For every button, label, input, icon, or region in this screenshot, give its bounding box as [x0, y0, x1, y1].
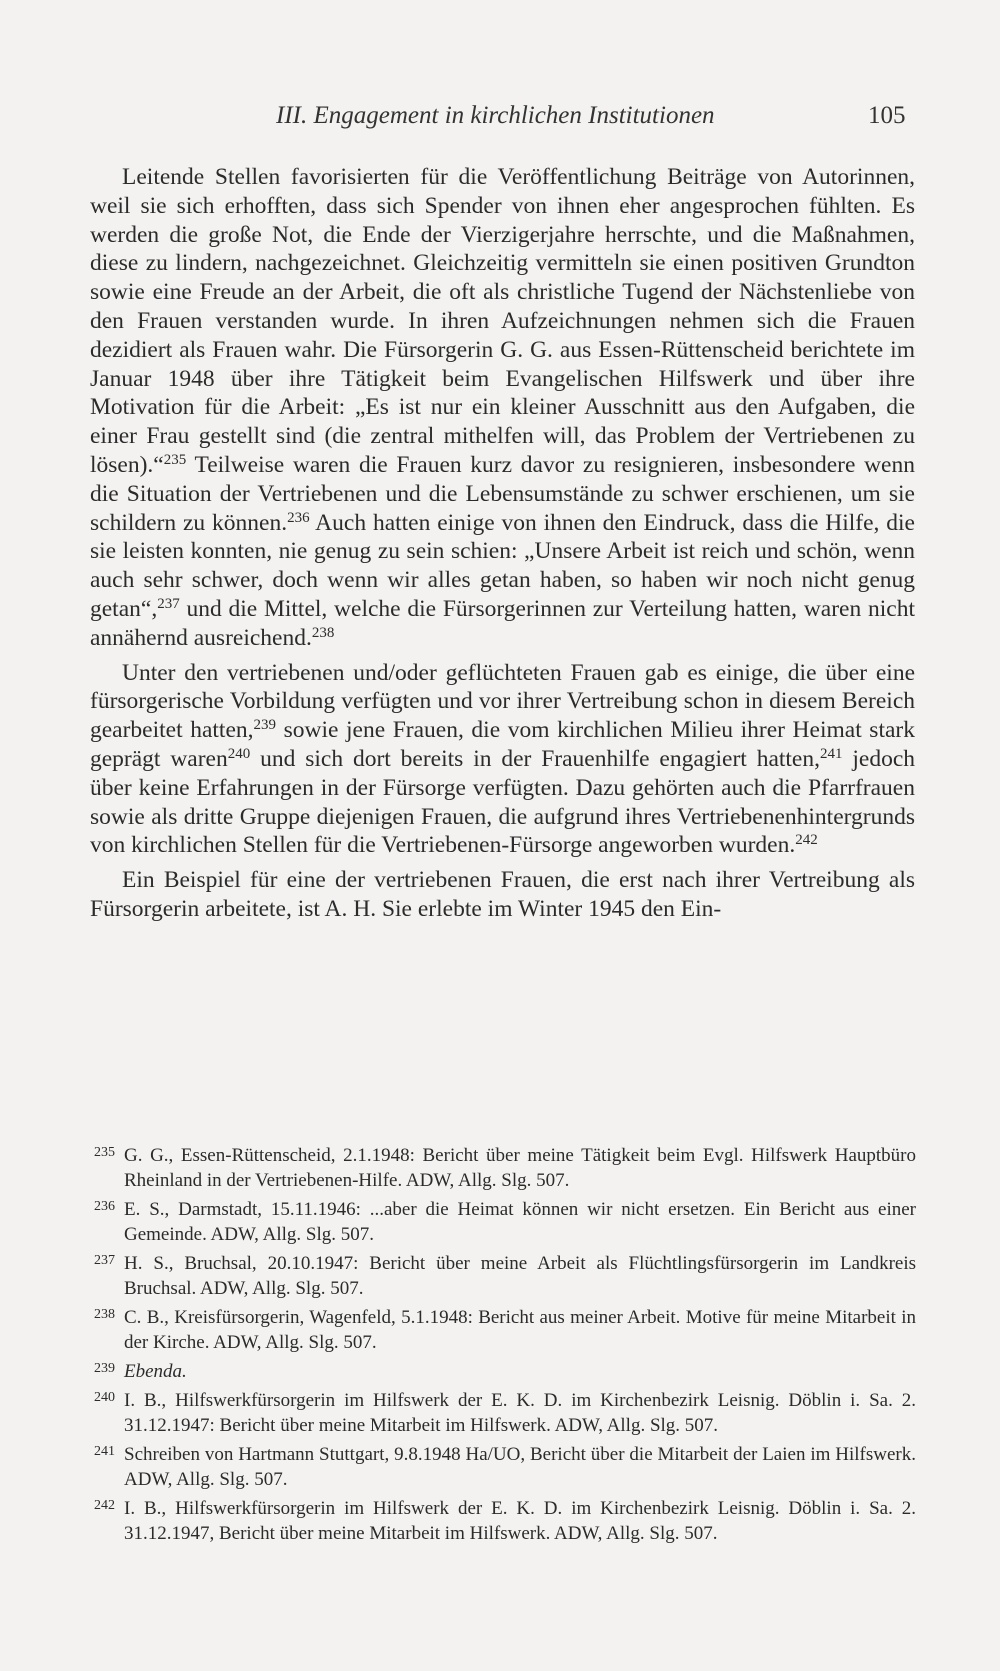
running-header	[0, 102, 1000, 142]
footnote-ref[interactable]: 237	[157, 595, 180, 612]
footnote-text: E. S., Darmstadt, 15.11.1946: ...aber die Heimat können wir nicht ersetzen. Ein Bericht aus einer Gemeinde. ADW, Allg. Slg. 507.	[124, 1199, 916, 1245]
text-run: und sich dort bereits in der Frauenhilfe engagiert hatten,	[250, 745, 820, 772]
text-run: Leitende Stellen favorisierten für die Veröffentlichung Beiträge von Autorinnen, weil sie sich erhofften, dass sich Spender von ihnen eher angesprochen fühlten. Es werden die große Not, die Ende der Vierzigerjahre herrschte, und die Maßnahmen, diese zu lindern, nachgezeichnet. Gleichzeitig vermitteln sie einen positiven Grundton sowie eine Freude an der Arbeit, die oft als christliche Tugend der Nächstenliebe von den Frauen verstanden wurde. In ihren Aufzeichnungen nehmen sich die Frauen dezidiert als Frauen wahr. Die Fürsorgerin G. G. aus Essen-Rüttenscheid berichtete im Januar 1948 über ihre Tätigkeit beim Evangelischen Hilfswerk und über ihre Motivation für die Arbeit: „Es ist nur ein kleiner Ausschnitt aus den Aufgaben, die einer Frau gestellt sind (die zentral mithelfen will, das Problem der Vertriebenen zu lösen).“	[90, 164, 915, 478]
footnote-ref[interactable]: 235	[163, 451, 187, 468]
text-run: Teilweise waren die Frauen kurz davor zu resignieren, insbesondere wenn die Situation der Vertriebenen und die Lebensumstände zu schwer erschienen, um sie schildern zu können.	[90, 451, 915, 536]
footnote-text: C. B., Kreisfürsorgerin, Wagenfeld, 5.1.1948: Bericht aus meiner Arbeit. Motive für meine Mitarbeit in der Kirche. ADW, Allg. Slg. 507.	[124, 1307, 916, 1353]
footnote	[94, 1197, 916, 1247]
footnote	[94, 1388, 916, 1438]
paragraph	[90, 866, 915, 924]
footnotes	[94, 1143, 916, 1550]
text-run: Auch hatten einige von ihnen den Eindruck, dass die Hilfe, die sie leisten konnten, nie genug zu sein schien: „Unsere Arbeit ist reich und schön, wenn auch sehr schwer, doch wenn wir alles getan haben, so haben wir noch nicht genug getan“,	[90, 509, 915, 622]
footnote-number: 239	[94, 1361, 115, 1376]
footnote-text: I. B., Hilfswerkfürsorgerin im Hilfswerk der E. K. D. im Kirchenbezirk Leisnig. Döblin i. Sa. 2. 31.12.1947, Bericht über meine Mitarbeit im Hilfswerk. ADW, Allg. Slg. 507.	[124, 1498, 916, 1544]
footnote	[94, 1496, 916, 1546]
text-run: Unter den vertriebenen und/oder geflüchteten Frauen gab es einige, die über eine fürsorgerische Vorbildung verfügten und vor ihrer Vertreibung schon in diesem Bereich gearbeitet hatten,	[90, 659, 915, 744]
footnote-number: 238	[94, 1307, 115, 1322]
footnote-number: 242	[94, 1498, 115, 1513]
footnote-number: 237	[94, 1253, 115, 1268]
footnote-ref[interactable]: 240	[227, 745, 251, 762]
text-run: Ein Beispiel für eine der vertriebenen Frauen, die erst nach ihrer Vertreibung als Fürsorgerin arbeitete, ist A. H. Sie erlebte im Winter 1945 den Ein-	[90, 867, 915, 922]
footnote-number: 236	[94, 1199, 115, 1214]
footnote-number: 241	[94, 1444, 115, 1459]
footnote-text: Ebenda.	[124, 1361, 187, 1382]
page-number: 105	[868, 102, 906, 129]
paragraph	[90, 659, 915, 861]
footnote-number: 240	[94, 1390, 115, 1405]
footnote-text: I. B., Hilfswerkfürsorgerin im Hilfswerk der E. K. D. im Kirchenbezirk Leisnig. Döblin i. Sa. 2. 31.12.1947: Bericht über meine Mitarbeit im Hilfswerk. ADW, Allg. Slg. 507.	[124, 1390, 916, 1436]
footnote	[94, 1143, 916, 1193]
footnote-text: H. S., Bruchsal, 20.10.1947: Bericht über meine Arbeit als Flüchtlingsfürsorgerin im Landkreis Bruchsal. ADW, Allg. Slg. 507.	[124, 1253, 916, 1299]
footnote-ref[interactable]: 242	[795, 832, 818, 849]
footnote-text: G. G., Essen-Rüttenscheid, 2.1.1948: Bericht über meine Tätigkeit beim Evgl. Hilfswerk Hauptbüro Rheinland in der Vertriebenen-Hilfe. ADW, Allg. Slg. 507.	[124, 1145, 916, 1191]
paragraph	[90, 163, 915, 653]
footnote-ref[interactable]: 239	[253, 717, 277, 734]
footnote	[94, 1359, 916, 1384]
chapter-title: III. Engagement in kirchlichen Institutionen	[276, 102, 715, 129]
footnote	[94, 1442, 916, 1492]
text-run: jedoch über keine Erfahrungen in der Fürsorge verfügten. Dazu gehörten auch die Pfarrfrauen sowie als dritte Gruppe diejenigen Frauen, die aufgrund ihres Vertriebenenhintergrunds von kirchlichen Stellen für die Vertriebenen-Fürsorge angeworben wurden.	[90, 745, 916, 859]
footnote-ref[interactable]: 241	[820, 745, 843, 762]
text-run: sowie jene Frauen, die vom kirchlichen Milieu ihrer Heimat stark geprägt waren	[90, 717, 915, 772]
text-run: und die Mittel, welche die Fürsorgerinnen zur Verteilung hatten, waren nicht annähernd ausreichend.	[90, 595, 915, 651]
body-text	[90, 163, 915, 930]
footnote-number: 235	[94, 1145, 115, 1160]
footnote-ref[interactable]: 236	[287, 509, 310, 526]
footnote-ref[interactable]: 238	[311, 624, 335, 641]
footnote	[94, 1251, 916, 1301]
footnote-text: Schreiben von Hartmann Stuttgart, 9.8.1948 Ha/UO, Bericht über die Mitarbeit der Laien im Hilfswerk. ADW, Allg. Slg. 507.	[124, 1444, 916, 1490]
footnote	[94, 1305, 916, 1355]
